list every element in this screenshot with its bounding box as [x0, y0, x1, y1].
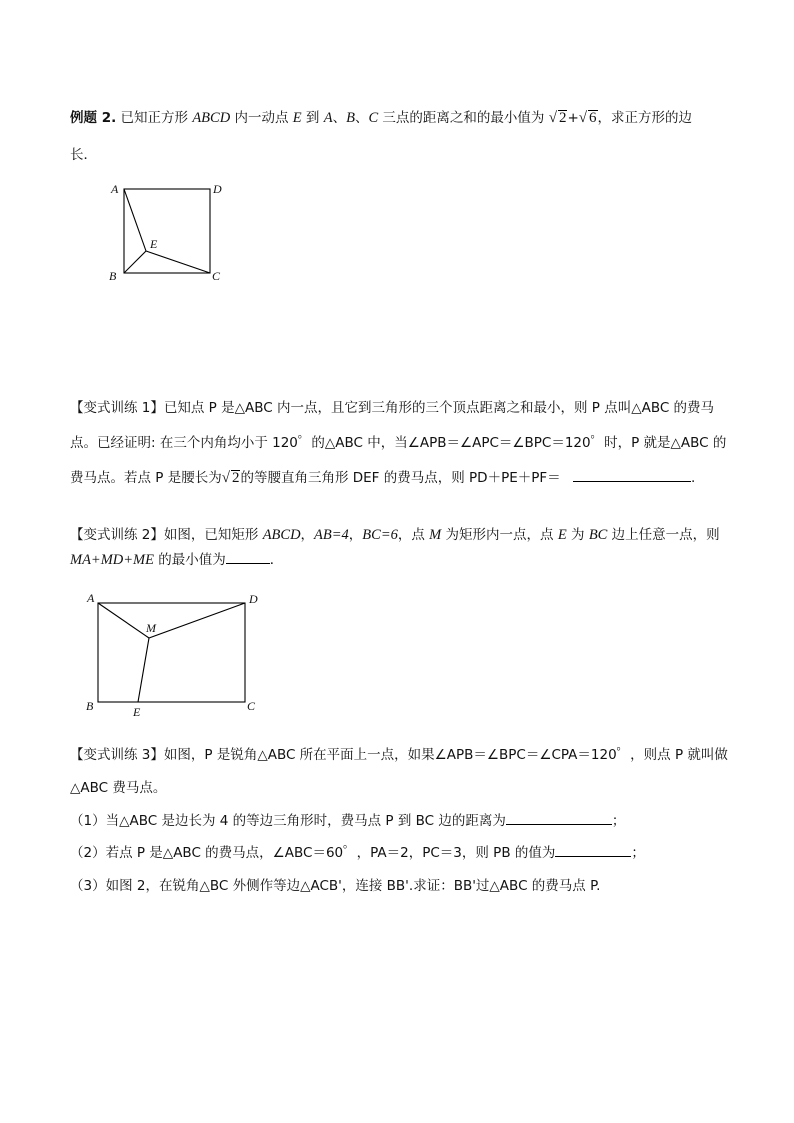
text: △ABC 费马点。: [70, 780, 167, 796]
text: 内一动点: [230, 110, 293, 126]
variant3-line1: [70, 745, 728, 765]
segment-be: [124, 251, 146, 273]
var: C: [368, 110, 379, 126]
var: ABCD: [262, 527, 301, 543]
text: 如图，P 是锐角△ABC 所在平面上一点，如果∠APB＝∠BPC＝∠CPA＝120゜，则点 P 就叫做: [163, 747, 728, 763]
segment-dm: [149, 603, 245, 638]
text: 、: [354, 110, 369, 126]
label-c: C: [247, 699, 256, 713]
segment-ae: [124, 189, 146, 251]
label-a: A: [87, 591, 95, 605]
variant2-line2: [70, 550, 283, 570]
label-b: B: [86, 699, 94, 713]
variant1-line3: [70, 468, 695, 488]
text: 三点的距离之和的最小值为: [378, 110, 549, 126]
example2-title: 例题 2.: [70, 110, 117, 126]
variant2-title: 【变式训练 2】: [70, 527, 164, 543]
example2-line1: [70, 108, 692, 128]
rectangle-abcd: [98, 603, 245, 702]
label-e: E: [133, 705, 141, 719]
label-b: B: [109, 269, 117, 283]
text: 的最小值为: [154, 552, 226, 568]
text: .: [690, 470, 696, 486]
var: AB=4: [314, 527, 349, 543]
label-c: C: [212, 269, 221, 283]
text: 的等腰直角三角形 DEF 的费马点，则 PD＋PE＋PF＝: [240, 470, 561, 486]
label-a: A: [111, 182, 119, 196]
answer-blank[interactable]: [226, 550, 270, 564]
radicand: 2: [558, 110, 567, 126]
text: 费马点。若点 P 是腰长为: [70, 470, 222, 486]
var: B: [346, 110, 355, 126]
variant1-title: 【变式训练 1】: [70, 400, 164, 416]
text: 如图，已知矩形: [163, 527, 263, 543]
text: ，: [348, 527, 363, 543]
text: 到: [301, 110, 324, 126]
text: 已知正方形: [116, 110, 193, 126]
plus-sign: +: [567, 110, 579, 126]
square-abcd: [124, 189, 210, 273]
text: ．: [269, 552, 284, 568]
text: ，求正方形的边: [597, 110, 692, 126]
var: BC=6: [362, 527, 398, 543]
text: ；: [611, 813, 626, 829]
expr: MA+MD+ME: [70, 552, 154, 568]
var: ABCD: [192, 110, 231, 126]
text: （3）如图 2，在锐角△BC 外侧作等边△ACB'，连接 BB'.求证：BB'过△ABC 的费马点 P.: [70, 878, 601, 894]
radicand: 2: [231, 470, 240, 486]
label-m: M: [146, 621, 156, 635]
text: 点。已经证明: 在三个内角均小于 120゜的△ABC 中，当∠APB＝∠APC＝∠BPC＝120゜时，P 就是△ABC 的: [70, 435, 727, 451]
variant3-q3: [70, 876, 600, 896]
var: A: [323, 110, 333, 126]
variant1-line1: [70, 398, 714, 418]
answer-blank[interactable]: [555, 843, 631, 857]
var: E: [557, 527, 567, 543]
var: E: [292, 110, 302, 126]
segment-am: [98, 603, 149, 638]
text: 边上任意一点，则: [607, 527, 720, 543]
radicand: 6: [589, 110, 597, 126]
sqrt-2: √ 2: [548, 110, 567, 126]
label-d: D: [213, 182, 222, 196]
variant3-line2: [70, 778, 166, 798]
example2-line2: [70, 145, 97, 165]
text: 已知点 P 是△ABC 内一点，且它到三角形的三个顶点距离之和最小，则 P 点叫△ABC 的费马: [163, 400, 715, 416]
variant3-title: 【变式训练 3】: [70, 747, 164, 763]
segment-ce: [146, 251, 210, 273]
label-d: D: [249, 592, 258, 606]
variant3-q2: [70, 843, 645, 863]
variant1-line2: [70, 433, 726, 453]
var: BC: [588, 527, 608, 543]
text: ；: [631, 845, 645, 861]
text: 、: [332, 110, 347, 126]
text: 长．: [70, 147, 97, 163]
text: ，: [300, 527, 315, 543]
answer-blank[interactable]: [506, 811, 612, 825]
segment-me: [138, 638, 149, 702]
text: （1）当△ABC 是边长为 4 的等边三角形时，费马点 P 到 BC 边的距离为: [70, 813, 506, 829]
sqrt-6: √ 6: [578, 110, 597, 126]
label-e: E: [150, 237, 158, 251]
text: 为: [566, 527, 589, 543]
variant3-q1: [70, 811, 625, 831]
variant2-line1: [70, 525, 720, 545]
text: ，点: [397, 527, 430, 543]
sqrt-2: √ 2: [221, 470, 240, 486]
text: 为矩形内一点，点: [441, 527, 558, 543]
var: M: [429, 527, 442, 543]
answer-blank[interactable]: [573, 468, 691, 482]
text: （2）若点 P 是△ABC 的费马点，∠ABC＝60゜，PA＝2，PC＝3，则 PB 的值为: [70, 845, 556, 861]
